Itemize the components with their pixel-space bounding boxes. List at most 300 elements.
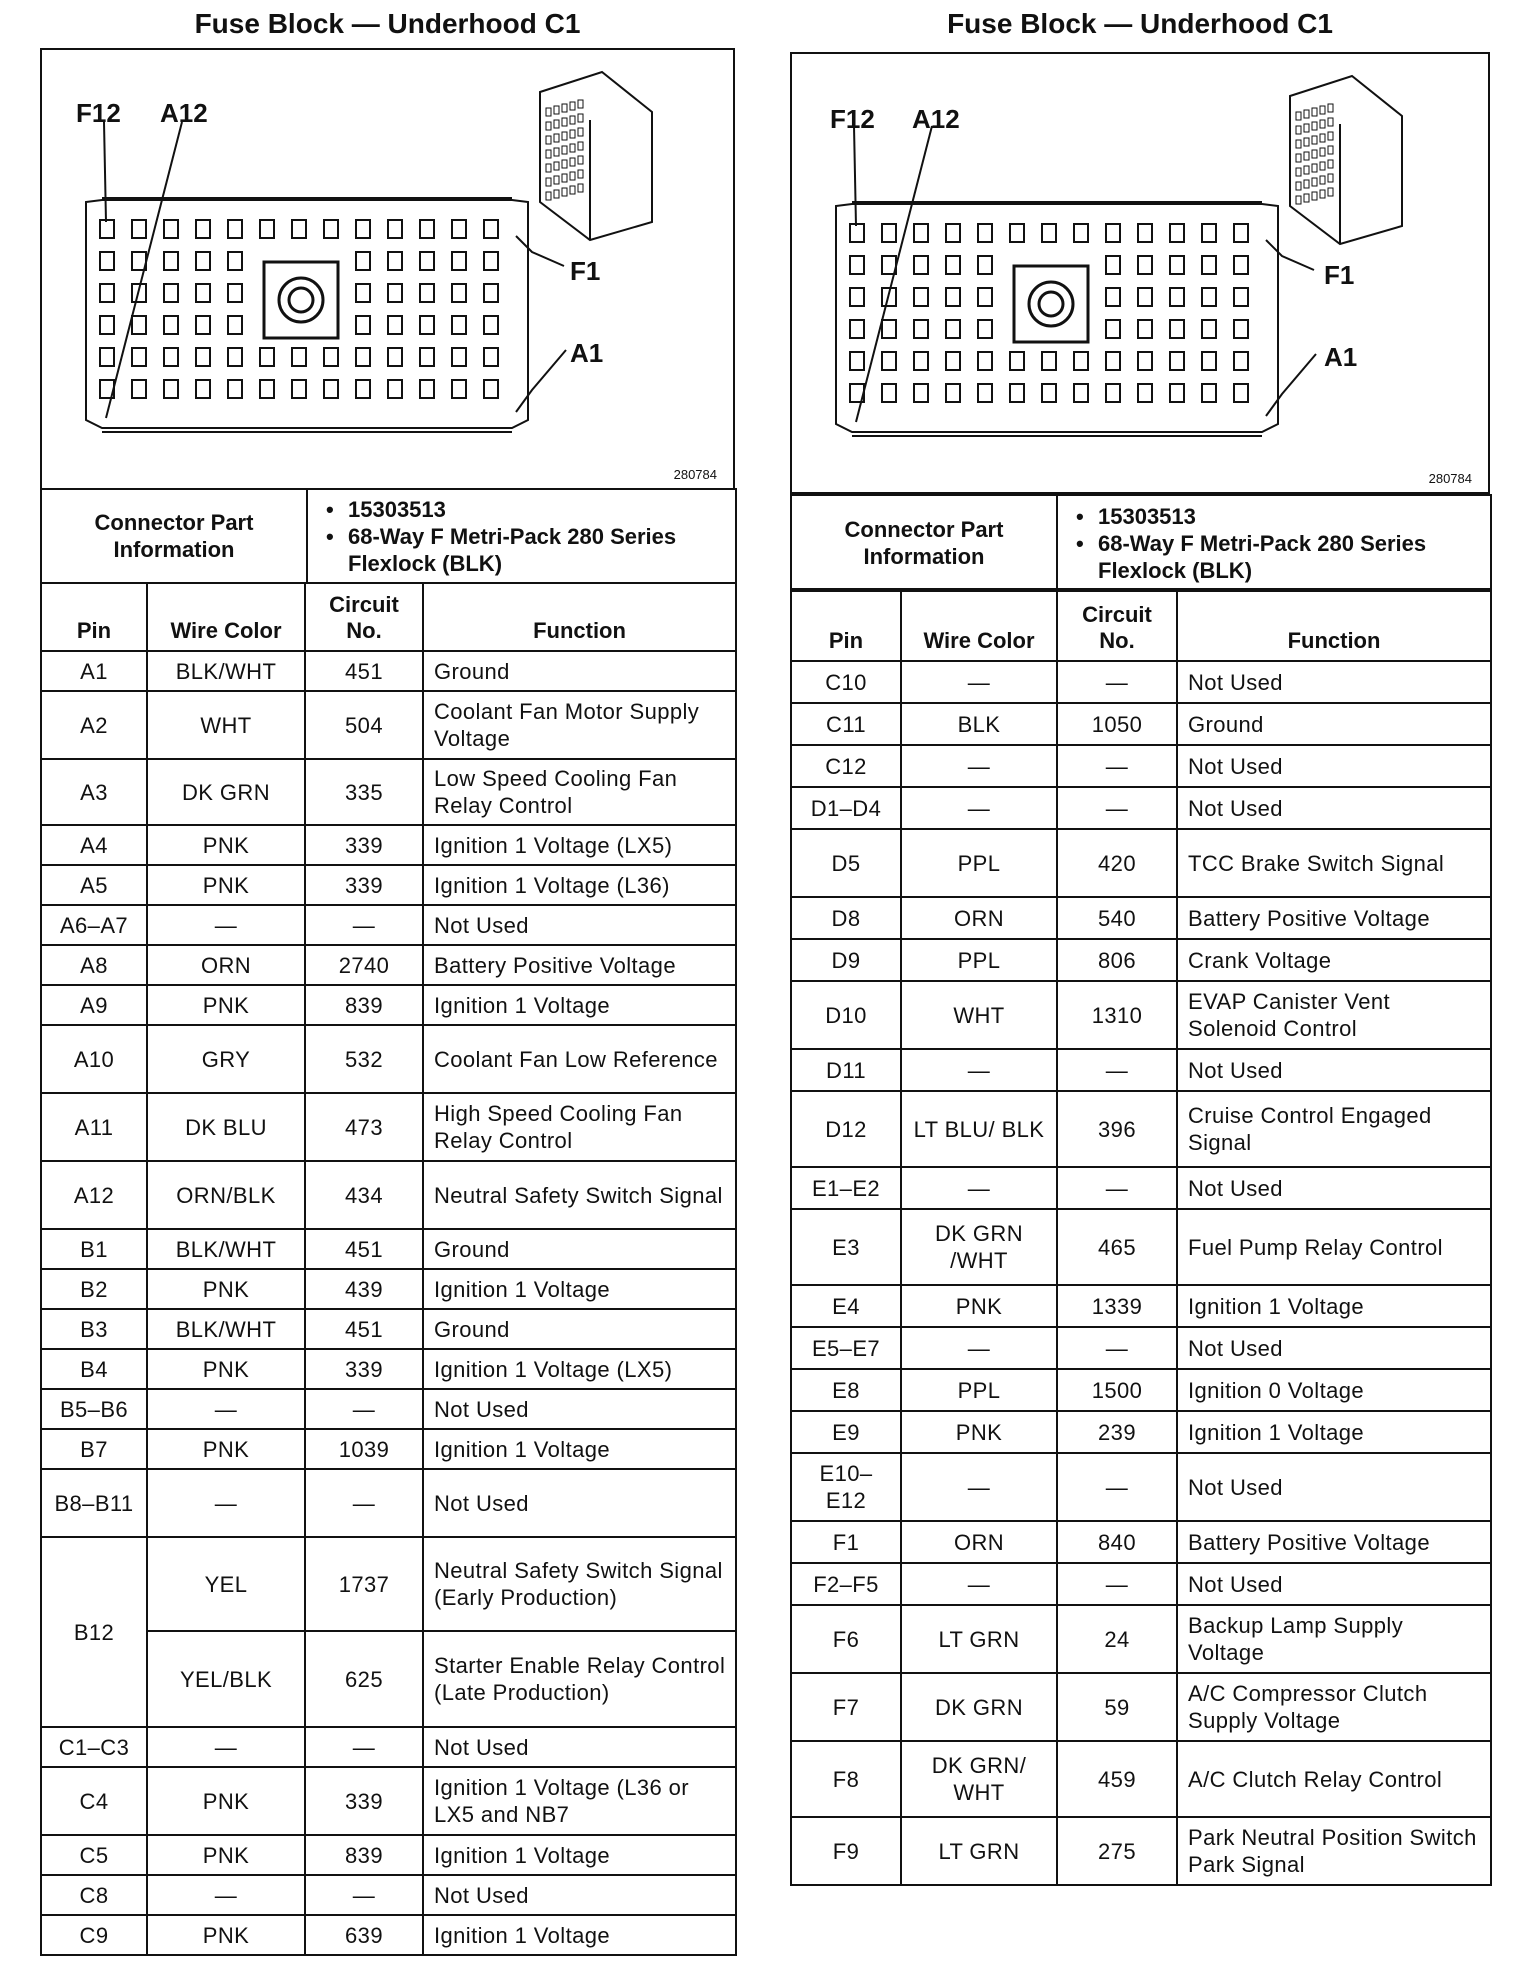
pin-cavity <box>1234 352 1248 370</box>
table-row <box>791 1285 1491 1327</box>
table-row <box>791 1091 1491 1167</box>
pin-cavity <box>484 284 498 302</box>
iso-cavity <box>1328 146 1333 154</box>
iso-cavity <box>570 158 575 166</box>
iso-cavity <box>562 118 567 126</box>
table-row <box>41 759 736 825</box>
iso-cavity <box>554 106 559 114</box>
pin-table <box>40 582 737 1956</box>
callout-f1: F1 <box>570 256 601 286</box>
table-row <box>41 1537 736 1631</box>
wire-color-cell: GRY <box>147 1025 305 1093</box>
wire-color-cell: DK GRN <box>147 759 305 825</box>
header-pin: Pin <box>791 589 901 661</box>
iso-cavity <box>546 136 551 144</box>
function-cell: TCC Brake Switch Signal <box>1177 829 1491 897</box>
pin-cavity <box>228 348 242 366</box>
table-row <box>41 691 736 759</box>
wire-color-cell: DK GRN/ WHT <box>901 1741 1057 1817</box>
wire-color-cell: YEL/BLK <box>147 1631 305 1727</box>
pin-cavity <box>1170 384 1184 402</box>
iso-cavity <box>1304 110 1309 118</box>
table-row <box>41 865 736 905</box>
pin-cell: F9 <box>791 1817 901 1885</box>
wire-color-cell: PNK <box>147 865 305 905</box>
circuit-cell: — <box>305 1727 423 1767</box>
table-row <box>41 1093 736 1161</box>
pin-cavity <box>1138 384 1152 402</box>
table-row <box>791 1411 1491 1453</box>
pin-cavity <box>228 380 242 398</box>
pin-cavity <box>388 348 402 366</box>
circuit-cell: 639 <box>305 1915 423 1955</box>
pin-cavity <box>914 320 928 338</box>
iso-cavity <box>578 128 583 136</box>
pin-cavity <box>388 220 402 238</box>
pin-cell: E9 <box>791 1411 901 1453</box>
wire-color-cell: PNK <box>147 1915 305 1955</box>
header-function: Function <box>423 583 736 651</box>
pin-cell: A5 <box>41 865 147 905</box>
iso-cavity <box>1328 188 1333 196</box>
pin-cavity <box>914 224 928 242</box>
pin-cavity <box>1170 352 1184 370</box>
iso-cavity <box>1304 180 1309 188</box>
circuit-cell: 339 <box>305 1349 423 1389</box>
circuit-cell: 540 <box>1057 897 1177 939</box>
function-cell: Not Used <box>1177 1049 1491 1091</box>
circuit-cell: — <box>305 1389 423 1429</box>
pin-cavity <box>356 252 370 270</box>
pin-cell: B3 <box>41 1309 147 1349</box>
pin-cavity <box>1074 224 1088 242</box>
wire-color-cell: ORN <box>901 897 1057 939</box>
wire-color-cell: PNK <box>147 985 305 1025</box>
table-row <box>41 1429 736 1469</box>
pin-cell: F1 <box>791 1521 901 1563</box>
wire-color-cell: WHT <box>147 691 305 759</box>
pin-cavity <box>324 380 338 398</box>
iso-cavity <box>1296 182 1301 190</box>
pin-cavity <box>196 220 210 238</box>
wire-color-cell: ORN <box>147 945 305 985</box>
circuit-cell: 532 <box>305 1025 423 1093</box>
wire-color-cell: — <box>901 1327 1057 1369</box>
function-cell: Low Speed Cooling Fan Relay Control <box>423 759 736 825</box>
circuit-cell: — <box>1057 661 1177 703</box>
pin-cell: B4 <box>41 1349 147 1389</box>
function-cell: Battery Positive Voltage <box>1177 1521 1491 1563</box>
pin-cavity <box>914 288 928 306</box>
pin-cell: C12 <box>791 745 901 787</box>
wire-color-cell: LT GRN <box>901 1605 1057 1673</box>
function-cell: Ignition 1 Voltage (L36 or LX5 and NB7 <box>423 1767 736 1835</box>
pin-cell: C8 <box>41 1875 147 1915</box>
figure-number: 280784 <box>673 467 717 482</box>
function-cell: Cruise Control Engaged Signal <box>1177 1091 1491 1167</box>
header-function: Function <box>1177 589 1491 661</box>
table-row <box>41 945 736 985</box>
circuit-cell: 59 <box>1057 1673 1177 1741</box>
pin-cavity <box>452 348 466 366</box>
circuit-cell: — <box>1057 787 1177 829</box>
function-cell: Not Used <box>1177 1453 1491 1521</box>
pin-cavity <box>1138 352 1152 370</box>
pin-cavity <box>356 220 370 238</box>
pin-cell: F6 <box>791 1605 901 1673</box>
function-cell: Not Used <box>1177 1563 1491 1605</box>
pin-cavity <box>420 348 434 366</box>
iso-cavity <box>1320 148 1325 156</box>
pin-cavity <box>164 252 178 270</box>
function-cell: EVAP Canister Vent Solenoid Control <box>1177 981 1491 1049</box>
table-row <box>791 1741 1491 1817</box>
pin-cavity <box>260 380 274 398</box>
iso-cavity <box>562 188 567 196</box>
pin-cell: D12 <box>791 1091 901 1167</box>
function-cell: Fuel Pump Relay Control <box>1177 1209 1491 1285</box>
wire-color-cell: YEL <box>147 1537 305 1631</box>
table-row <box>791 703 1491 745</box>
circuit-cell: 439 <box>305 1269 423 1309</box>
iso-cavity <box>1304 152 1309 160</box>
pin-cell: A9 <box>41 985 147 1025</box>
function-cell: A/C Clutch Relay Control <box>1177 1741 1491 1817</box>
function-cell: Not Used <box>423 905 736 945</box>
pin-cavity <box>420 284 434 302</box>
function-cell: Ignition 1 Voltage <box>423 1429 736 1469</box>
table-row <box>791 1453 1491 1521</box>
iso-cavity <box>1296 168 1301 176</box>
pin-cavity <box>850 256 864 274</box>
wire-color-cell: — <box>901 787 1057 829</box>
bolt-inner-ring <box>289 288 313 312</box>
pin-cavity <box>420 380 434 398</box>
table-row <box>41 1269 736 1309</box>
circuit-cell: 451 <box>305 651 423 691</box>
circuit-cell: 275 <box>1057 1817 1177 1885</box>
pin-cell: E1–E2 <box>791 1167 901 1209</box>
iso-cavity <box>1320 120 1325 128</box>
pin-cavity <box>882 352 896 370</box>
function-cell: Ignition 1 Voltage (LX5) <box>423 1349 736 1389</box>
header-wire-color: Wire Color <box>901 589 1057 661</box>
circuit-cell: 24 <box>1057 1605 1177 1673</box>
pin-cavity <box>946 384 960 402</box>
pin-cavity <box>1234 224 1248 242</box>
pin-cavity <box>292 380 306 398</box>
circuit-cell: — <box>305 905 423 945</box>
pin-cavity <box>1106 224 1120 242</box>
pin-cavity <box>946 352 960 370</box>
callout-a1: A1 <box>1324 342 1358 372</box>
pin-cavity <box>1138 224 1152 242</box>
wire-color-cell: — <box>147 1727 305 1767</box>
pin-cell: F8 <box>791 1741 901 1817</box>
header-wire-color: Wire Color <box>147 583 305 651</box>
leader-f1 <box>516 236 564 266</box>
function-cell: Not Used <box>423 1469 736 1537</box>
table-row <box>41 1875 736 1915</box>
table-row <box>791 897 1491 939</box>
pin-cell: D1–D4 <box>791 787 901 829</box>
pin-cell: C9 <box>41 1915 147 1955</box>
pin-cell: D11 <box>791 1049 901 1091</box>
function-cell: Neutral Safety Switch Signal (Early Production) <box>423 1537 736 1631</box>
table-row <box>41 1727 736 1767</box>
part-number: • 15303513 <box>1098 503 1482 530</box>
part-description: • 68-Way F Metri-Pack 280 Series Flexlock (BLK) <box>1098 530 1482 584</box>
pin-cavity <box>1138 256 1152 274</box>
iso-cavity <box>1328 104 1333 112</box>
iso-cavity <box>1320 134 1325 142</box>
pin-cavity <box>388 284 402 302</box>
pin-cavity <box>1234 384 1248 402</box>
pin-cavity <box>484 380 498 398</box>
circuit-cell: — <box>1057 1049 1177 1091</box>
pin-cavity <box>946 288 960 306</box>
wire-color-cell: PNK <box>901 1285 1057 1327</box>
pin-cavity <box>1234 256 1248 274</box>
iso-cavity <box>1312 178 1317 186</box>
pin-cell: A1 <box>41 651 147 691</box>
wire-color-cell: PPL <box>901 1369 1057 1411</box>
wire-color-cell: — <box>901 1049 1057 1091</box>
part-description: • 68-Way F Metri-Pack 280 Series Flexlock (BLK) <box>348 523 727 577</box>
iso-cavity <box>570 102 575 110</box>
pin-cavity <box>1042 224 1056 242</box>
pin-table <box>790 588 1492 1886</box>
iso-cavity <box>1328 174 1333 182</box>
iso-cavity <box>1304 194 1309 202</box>
pin-cavity <box>1202 352 1216 370</box>
function-cell: Park Neutral Position Switch Park Signal <box>1177 1817 1491 1885</box>
wire-color-cell: — <box>901 1453 1057 1521</box>
circuit-cell: 339 <box>305 1767 423 1835</box>
pin-cavity <box>1202 320 1216 338</box>
function-cell: Crank Voltage <box>1177 939 1491 981</box>
pin-cavity <box>452 316 466 334</box>
function-cell: Ground <box>1177 703 1491 745</box>
pin-cavity <box>978 224 992 242</box>
function-cell: Not Used <box>423 1727 736 1767</box>
circuit-cell: 434 <box>305 1161 423 1229</box>
pin-cavity <box>388 380 402 398</box>
function-cell: Neutral Safety Switch Signal <box>423 1161 736 1229</box>
function-cell: Ignition 1 Voltage (L36) <box>423 865 736 905</box>
table-row <box>41 1915 736 1955</box>
pin-cavity <box>850 320 864 338</box>
iso-cavity <box>562 132 567 140</box>
table-row <box>41 1835 736 1875</box>
wire-color-cell: BLK/WHT <box>147 651 305 691</box>
circuit-cell: 1039 <box>305 1429 423 1469</box>
pin-cavity <box>1170 288 1184 306</box>
pin-cavity <box>1106 256 1120 274</box>
function-cell: Coolant Fan Motor Supply Voltage <box>423 691 736 759</box>
pin-cavity <box>100 316 114 334</box>
leader-a1 <box>1266 354 1316 416</box>
wire-color-cell: PNK <box>147 1835 305 1875</box>
function-cell: Ignition 1 Voltage (LX5) <box>423 825 736 865</box>
pin-cell: A11 <box>41 1093 147 1161</box>
circuit-cell: 451 <box>305 1309 423 1349</box>
pin-cavity <box>1074 384 1088 402</box>
bolt-inner-ring <box>1039 292 1063 316</box>
circuit-cell: 806 <box>1057 939 1177 981</box>
function-cell: Not Used <box>1177 787 1491 829</box>
pin-cell: E4 <box>791 1285 901 1327</box>
table-row <box>791 1327 1491 1369</box>
wire-color-cell: BLK <box>901 703 1057 745</box>
wire-color-cell: ORN/BLK <box>147 1161 305 1229</box>
callout-a12: A12 <box>912 104 960 134</box>
pin-cavity <box>420 316 434 334</box>
connector-info-table <box>790 494 1492 592</box>
function-cell: High Speed Cooling Fan Relay Control <box>423 1093 736 1161</box>
pin-cavity <box>978 288 992 306</box>
callout-f12: F12 <box>830 104 875 134</box>
circuit-cell: 396 <box>1057 1091 1177 1167</box>
iso-cavity <box>1312 108 1317 116</box>
table-row <box>791 1563 1491 1605</box>
pin-cavity <box>356 348 370 366</box>
callout-a1: A1 <box>570 338 604 368</box>
table-row <box>41 1025 736 1093</box>
iso-cavity <box>570 144 575 152</box>
function-cell: A/C Compressor Clutch Supply Voltage <box>1177 1673 1491 1741</box>
table-row <box>791 939 1491 981</box>
pin-cavity <box>292 348 306 366</box>
pin-cell: B12 <box>41 1537 147 1727</box>
pin-cavity <box>484 220 498 238</box>
wire-color-cell: DK GRN <box>901 1673 1057 1741</box>
pin-cavity <box>1234 320 1248 338</box>
circuit-cell: 2740 <box>305 945 423 985</box>
iso-cavity <box>554 190 559 198</box>
function-cell: Ignition 1 Voltage <box>1177 1285 1491 1327</box>
wire-color-cell: — <box>901 661 1057 703</box>
wire-color-cell: — <box>147 1389 305 1429</box>
iso-cavity <box>578 156 583 164</box>
pin-cavity <box>1106 384 1120 402</box>
pin-cell: E8 <box>791 1369 901 1411</box>
iso-cavity <box>1296 140 1301 148</box>
pin-cavity <box>978 384 992 402</box>
wire-color-cell: — <box>147 1875 305 1915</box>
iso-cavity <box>578 142 583 150</box>
wire-color-cell: PNK <box>147 1767 305 1835</box>
callout-a12: A12 <box>160 98 208 128</box>
pin-cell: F7 <box>791 1673 901 1741</box>
circuit-cell: — <box>1057 1453 1177 1521</box>
pin-cavity <box>1138 320 1152 338</box>
function-cell: Not Used <box>1177 1327 1491 1369</box>
pin-cavity <box>946 224 960 242</box>
pin-cavity <box>882 384 896 402</box>
pin-cell: C4 <box>41 1767 147 1835</box>
pin-cavity <box>484 252 498 270</box>
iso-cavity <box>1328 118 1333 126</box>
connector-face-svg <box>792 54 1488 492</box>
pin-cell: C11 <box>791 703 901 745</box>
leader-a1 <box>516 350 566 412</box>
wire-color-cell: — <box>901 745 1057 787</box>
wire-color-cell: — <box>147 905 305 945</box>
table-row <box>41 1469 736 1537</box>
table-row <box>41 651 736 691</box>
table-row <box>791 787 1491 829</box>
pin-cavity <box>850 224 864 242</box>
function-cell: Ground <box>423 1309 736 1349</box>
pin-cavity <box>914 256 928 274</box>
pin-cavity <box>1170 320 1184 338</box>
circuit-cell: 839 <box>305 985 423 1025</box>
pin-cavity <box>260 348 274 366</box>
wire-color-cell: WHT <box>901 981 1057 1049</box>
connector-face-svg <box>42 50 733 488</box>
function-cell: Ignition 1 Voltage <box>1177 1411 1491 1453</box>
table-row <box>791 1049 1491 1091</box>
wire-color-cell: DK GRN /WHT <box>901 1209 1057 1285</box>
table-row <box>791 981 1491 1049</box>
wire-color-cell: — <box>901 1167 1057 1209</box>
wire-color-cell: ORN <box>901 1521 1057 1563</box>
iso-cavity <box>578 100 583 108</box>
wire-color-cell: BLK/WHT <box>147 1229 305 1269</box>
iso-cavity <box>1320 176 1325 184</box>
circuit-cell: 840 <box>1057 1521 1177 1563</box>
iso-cavity <box>546 122 551 130</box>
table-row <box>41 1767 736 1835</box>
function-cell: Battery Positive Voltage <box>423 945 736 985</box>
circuit-cell: 335 <box>305 759 423 825</box>
wire-color-cell: PNK <box>147 1429 305 1469</box>
pin-cavity <box>914 384 928 402</box>
header-circuit-no: Circuit No. <box>1057 589 1177 661</box>
wire-color-cell: PNK <box>147 1349 305 1389</box>
bolt-boss <box>264 262 338 338</box>
pin-cavity <box>132 380 146 398</box>
pin-cavity <box>164 380 178 398</box>
circuit-cell: 459 <box>1057 1741 1177 1817</box>
pin-cavity <box>452 284 466 302</box>
pin-cavity <box>1074 352 1088 370</box>
pin-cavity <box>132 316 146 334</box>
pin-cavity <box>1138 288 1152 306</box>
connector-diagram <box>790 52 1490 494</box>
circuit-cell: — <box>1057 1327 1177 1369</box>
iso-cavity <box>578 114 583 122</box>
iso-cavity <box>578 170 583 178</box>
table-row <box>41 1349 736 1389</box>
table-row <box>791 1521 1491 1563</box>
pin-cell: F2–F5 <box>791 1563 901 1605</box>
circuit-cell: 504 <box>305 691 423 759</box>
function-cell: Not Used <box>423 1389 736 1429</box>
circuit-cell: — <box>1057 1167 1177 1209</box>
header-pin: Pin <box>41 583 147 651</box>
function-cell: Ground <box>423 1229 736 1269</box>
function-cell: Starter Enable Relay Control (Late Production) <box>423 1631 736 1727</box>
circuit-cell: 339 <box>305 825 423 865</box>
pin-cavity <box>978 352 992 370</box>
function-cell: Ignition 1 Voltage <box>423 1835 736 1875</box>
pin-cavity <box>452 220 466 238</box>
pin-cavity <box>100 220 114 238</box>
pin-cavity <box>1106 320 1120 338</box>
iso-cavity <box>546 192 551 200</box>
